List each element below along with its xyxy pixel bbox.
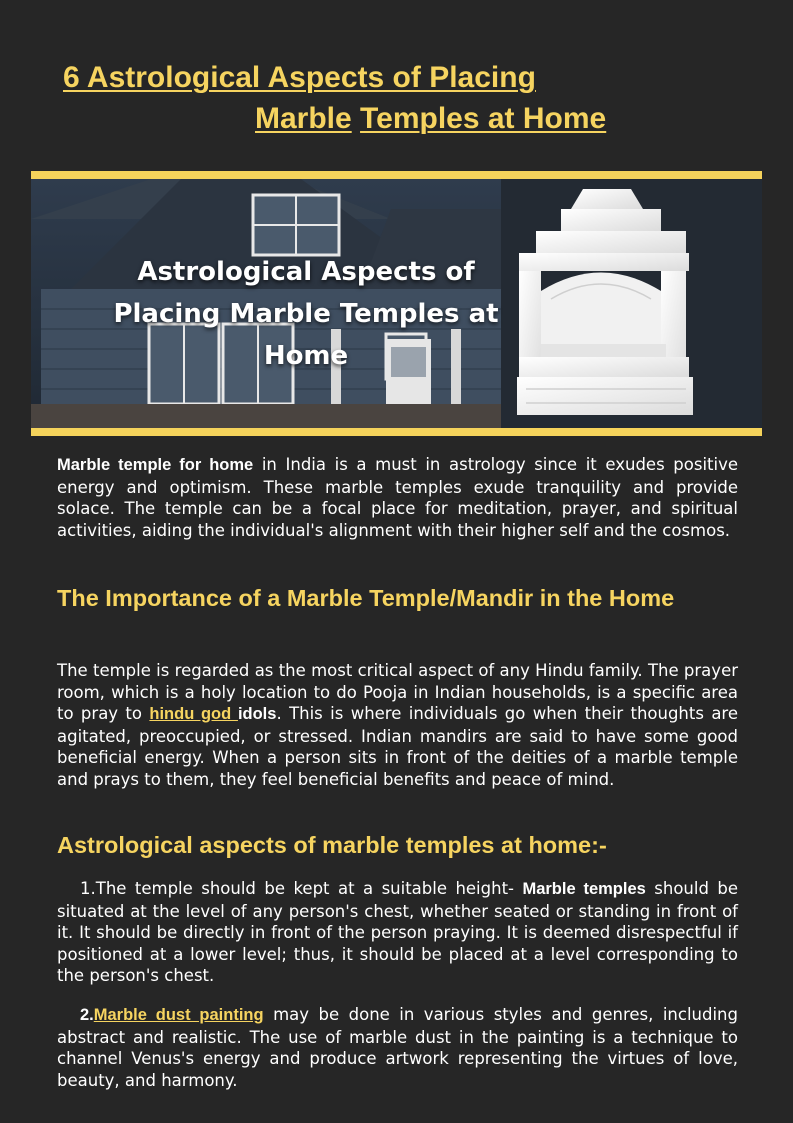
item1-text-before: 1.The temple should be kept at a suitable height- bbox=[80, 879, 523, 898]
section1-paragraph bbox=[57, 660, 738, 790]
item2-text-after: may be done in various styles and genres, including abstract and realistic. The use of marble dust in the painting is a technique to channel Venus's energy and produce artwork representing the virtues of love, beauty, and harmony. bbox=[57, 1005, 738, 1090]
hindu-god-link[interactable]: hindu god bbox=[149, 705, 238, 723]
section2-heading: Astrological aspects of marble temples at home:- bbox=[57, 832, 607, 858]
item1-bold: Marble temples bbox=[522, 880, 646, 898]
banner-caption-line-3: Home bbox=[263, 341, 349, 371]
intro-paragraph bbox=[57, 454, 738, 541]
banner-image bbox=[31, 179, 762, 428]
item1-paragraph bbox=[57, 878, 738, 987]
title-word-temples: Temples at Home bbox=[360, 102, 607, 135]
banner-caption-line-1: Astrological Aspects of bbox=[137, 257, 475, 287]
marble-dust-painting-link[interactable]: Marble dust painting bbox=[93, 1006, 264, 1024]
title-word-marble: Marble bbox=[255, 102, 352, 135]
section1-text-before: The temple is regarded as the most critical aspect of any Hindu family. The prayer room, which is a holy location to do Pooja in Indian households, is a specific area to pray to bbox=[57, 661, 738, 723]
idols-bold: idols bbox=[237, 705, 277, 723]
title-line-1: 6 Astrological Aspects of Placing bbox=[63, 61, 536, 94]
section1-heading: The Importance of a Marble Temple/Mandir in the Home bbox=[57, 585, 675, 611]
item2-number: 2. bbox=[80, 1006, 94, 1024]
intro-text: in India is a must in astrology since it exudes positive energy and optimism. These marble temples exude tranquility and provide solace. The temple can be a focal place for meditation, prayer, and spiritual activities, aiding the individual's alignment with their higher self and the cosmos. bbox=[57, 455, 738, 540]
item2-paragraph bbox=[57, 1004, 738, 1091]
title-line-2 bbox=[255, 99, 606, 139]
intro-bold: Marble temple for home bbox=[57, 456, 254, 474]
item1-text-after: should be situated at the level of any person's chest, whether seated or standing in front of it. It should be directly in front of the person praying. It is deemed disrespectful if positioned at a lower level; thus, it should be placed at a level corresponding to the person's chest. bbox=[57, 879, 739, 985]
banner-bottom-border bbox=[31, 428, 762, 436]
section1-text-after: . This is where individuals go when their thoughts are agitated, preoccupied, or stressed. Indian mandirs are said to have some good beneficial energy. When a person sits in front of the deities of a marble temple and prays to them, they feel beneficial benefits and peace of mind. bbox=[57, 704, 738, 789]
banner-caption bbox=[101, 251, 511, 377]
banner-caption-line-2: Placing Marble Temples at bbox=[113, 299, 499, 329]
banner-top-border bbox=[31, 171, 762, 179]
